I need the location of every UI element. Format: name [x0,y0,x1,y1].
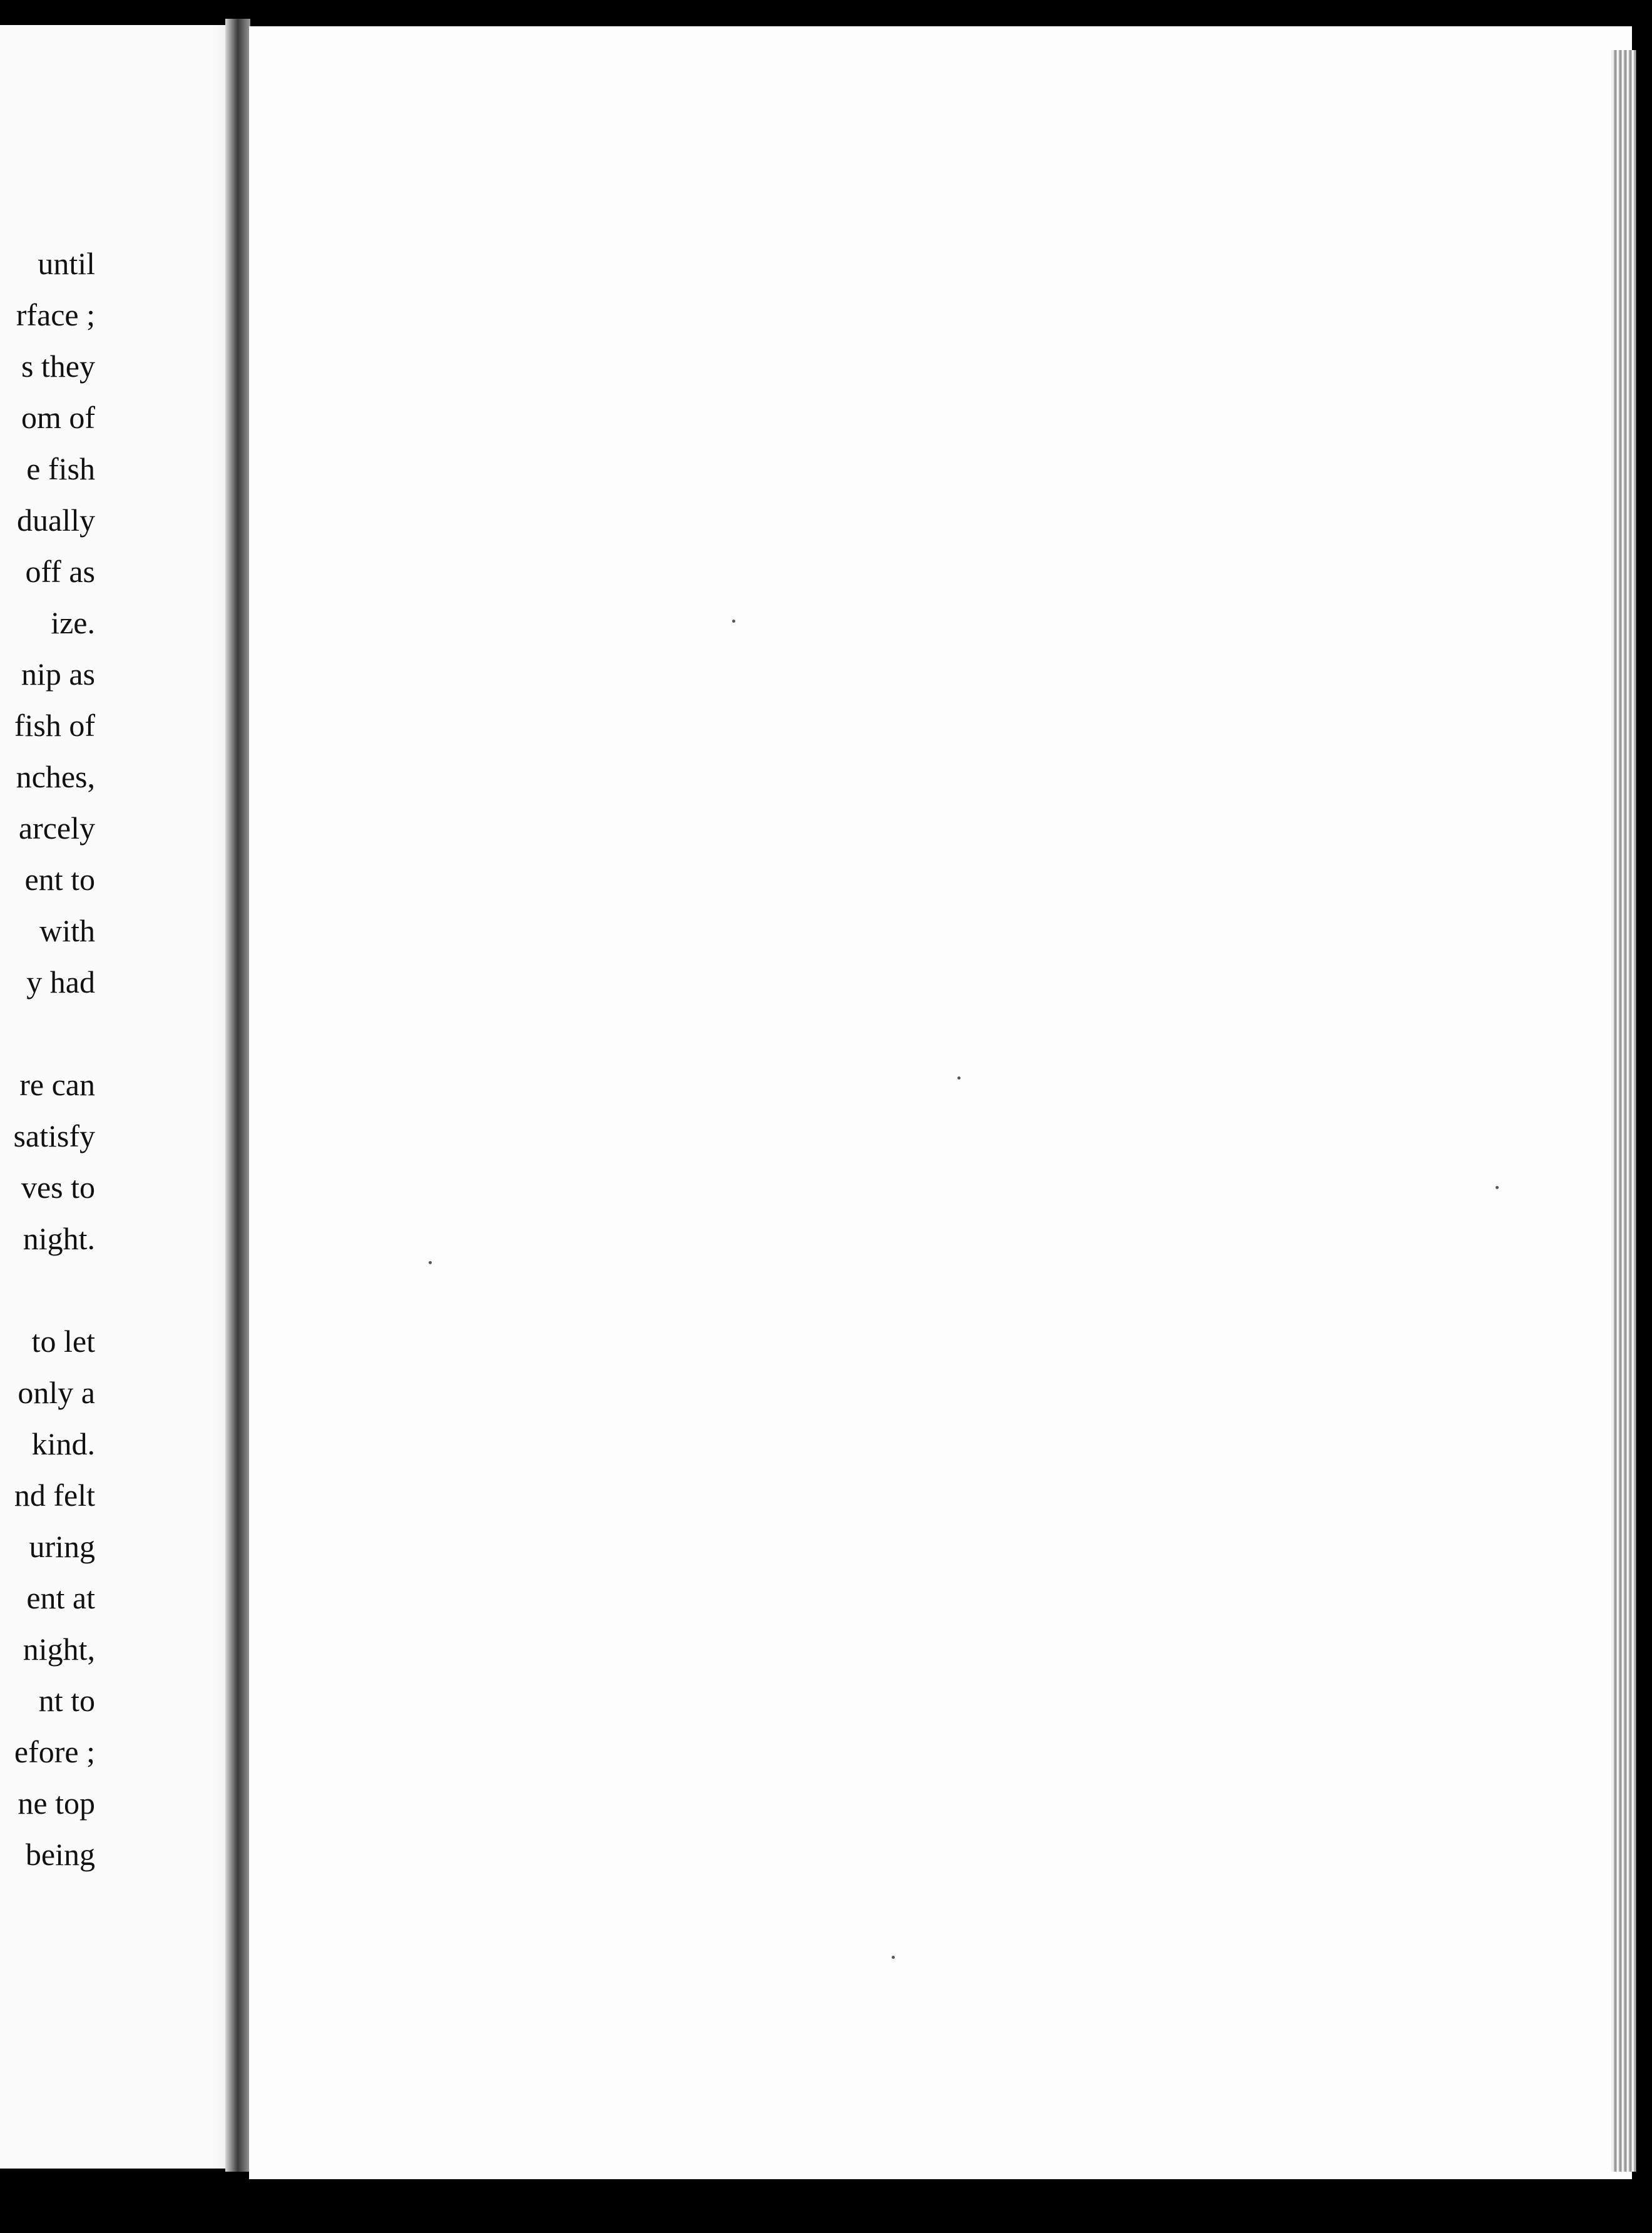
scan-speck [957,1076,961,1080]
text-line: to let [31,1324,95,1359]
text-line: re can [19,1067,95,1102]
scan-speck [892,1956,895,1959]
text-line: ent to [24,862,95,897]
text-line: until [38,246,95,281]
text-line: only a [18,1375,95,1410]
text-line: nd felt [14,1478,95,1513]
paragraph-gap [0,1008,95,1059]
text-line: kind. [31,1426,95,1461]
text-line: night, [23,1632,95,1667]
paragraph-gap [0,1264,95,1316]
text-line: with [39,913,95,948]
text-line: y had [26,964,95,999]
scan-speck [732,620,735,623]
text-line: ves to [21,1170,95,1205]
right-page-blank [249,26,1632,2179]
text-line: off as [25,554,95,589]
text-line: arcely [18,810,95,846]
text-line: uring [29,1529,95,1564]
text-line: e fish [26,451,95,486]
page-edges [1611,50,1636,2172]
text-line: efore ; [14,1734,95,1769]
text-line: rface ; [16,297,95,332]
text-line: ize. [51,605,95,640]
text-line: om of [21,400,95,435]
left-page-text-column [0,238,95,1880]
text-line: nip as [21,657,95,692]
text-line: fish of [14,708,95,743]
text-line: being [25,1837,95,1872]
scan-speck [1496,1186,1499,1189]
text-line: nt to [38,1683,95,1718]
text-line: nches, [16,759,95,794]
text-line: dually [17,503,95,538]
text-line: ent at [26,1580,95,1615]
text-line: night. [23,1221,95,1256]
text-line: s they [21,349,95,384]
text-line: ne top [18,1786,95,1821]
scan-speck [429,1261,432,1264]
book-gutter [225,19,250,2172]
text-line: satisfy [13,1118,95,1153]
